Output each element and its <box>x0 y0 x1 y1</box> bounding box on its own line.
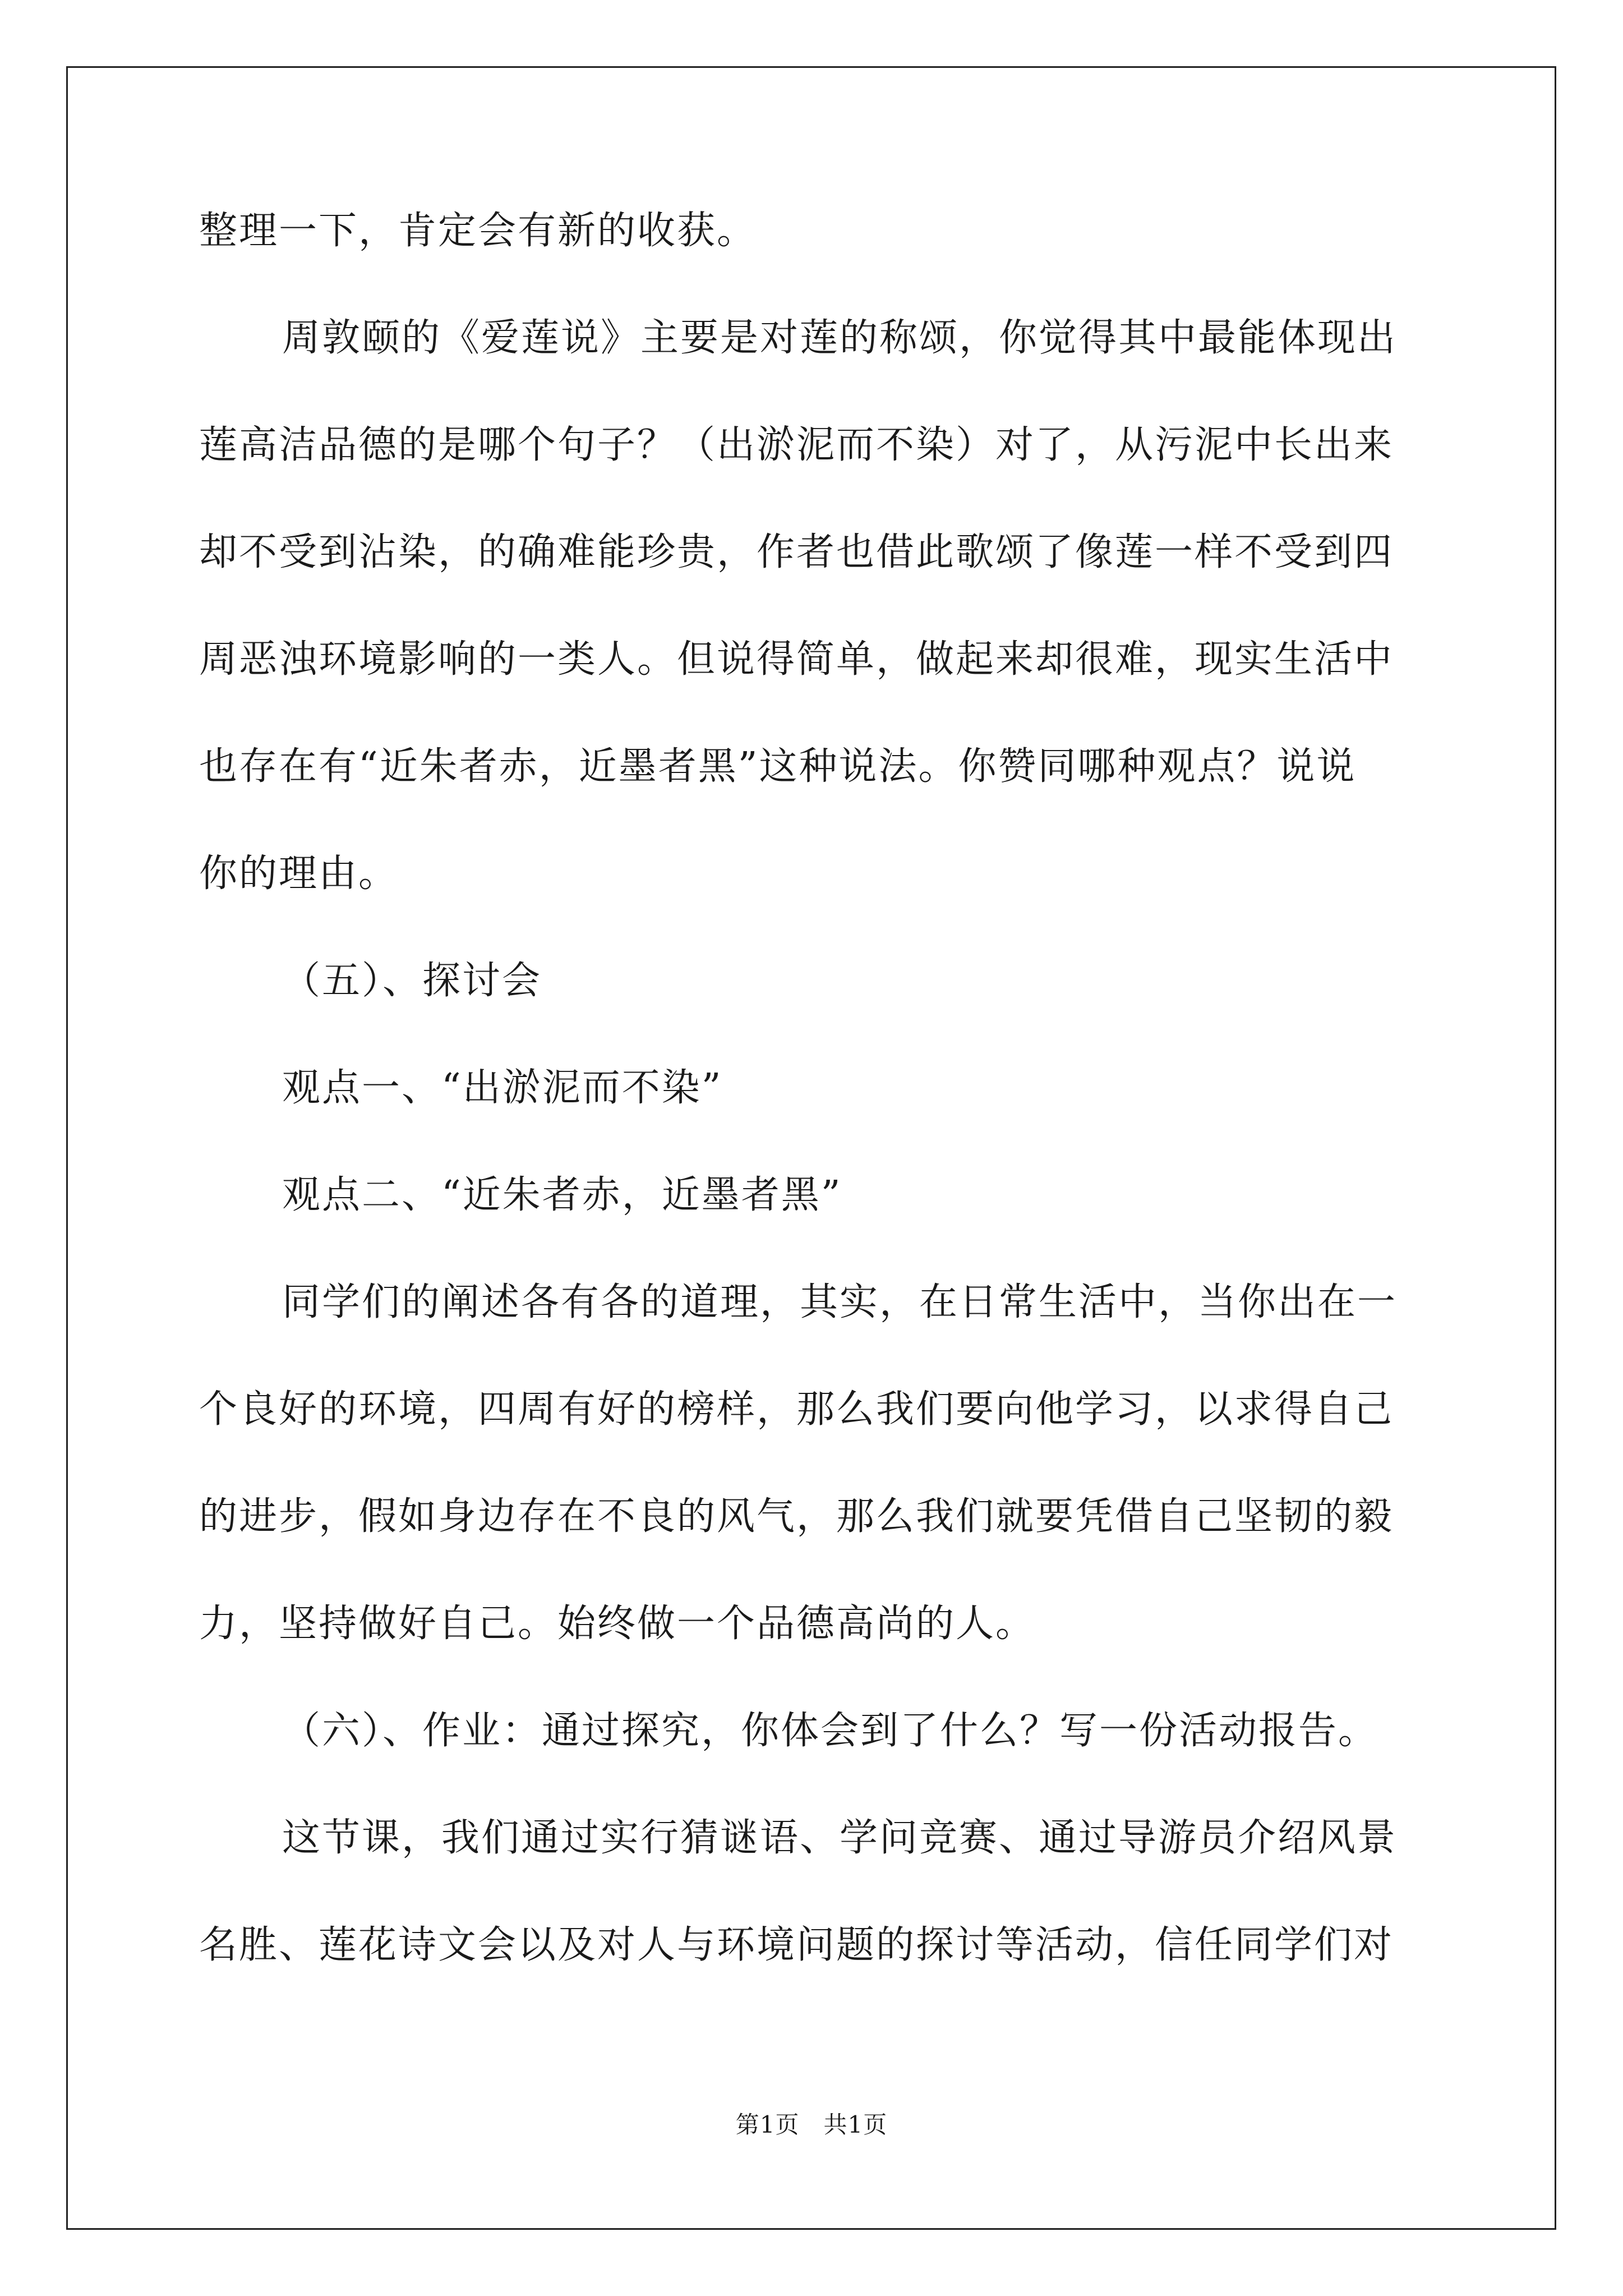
text-line: 名胜、莲花诗文会以及对人与环境问题的探讨等活动，信任同学们对 <box>199 1923 1394 1967</box>
text-line: 周敦颐的《爱莲说》主要是对莲的称颂，你觉得其中最能体现出 <box>282 316 1398 360</box>
text-line: 你的理由。 <box>199 852 399 896</box>
page-number-footer: 第1页 共1页 <box>735 2111 888 2138</box>
viewpoint-one: 观点一、“出淤泥而不染” <box>282 1066 723 1110</box>
viewpoint-two: 观点二、“近朱者赤，近墨者黑” <box>282 1173 842 1217</box>
text-line: 莲高洁品德的是哪个句子？（出淤泥而不染）对了，从污泥中长出来 <box>199 423 1394 467</box>
document-body <box>199 209 1430 2035</box>
text-line: 力，坚持做好自己。始终做一个品德高尚的人。 <box>199 1602 1036 1646</box>
text-line: 的进步，假如身边存在不良的风气，那么我们就要凭借自己坚韧的毅 <box>199 1494 1394 1539</box>
section-heading: （六）、作业：通过探究，你体会到了什么？写一份活动报告。 <box>282 1709 1378 1753</box>
text-line: 个良好的环境，四周有好的榜样，那么我们要向他学习，以求得自己 <box>199 1387 1394 1432</box>
text-line: 周恶浊环境影响的一类人。但说得简单，做起来却很难，现实生活中 <box>199 637 1394 682</box>
text-line: 同学们的阐述各有各的道理，其实，在日常生活中，当你出在一 <box>282 1280 1398 1324</box>
text-line: 这节课，我们通过实行猜谜语、学问竞赛、通过导游员介绍风景 <box>282 1816 1398 1860</box>
text-line: 却不受到沾染，的确难能珍贵，作者也借此歌颂了像莲一样不受到四 <box>199 530 1394 574</box>
text-line: 整理一下，肯定会有新的收获。 <box>199 209 757 253</box>
text-line: 也存在有“近朱者赤，近墨者黑”这种说法。你赞同哪种观点？说说 <box>199 744 1357 789</box>
section-heading: （五）、探讨会 <box>282 959 542 1003</box>
